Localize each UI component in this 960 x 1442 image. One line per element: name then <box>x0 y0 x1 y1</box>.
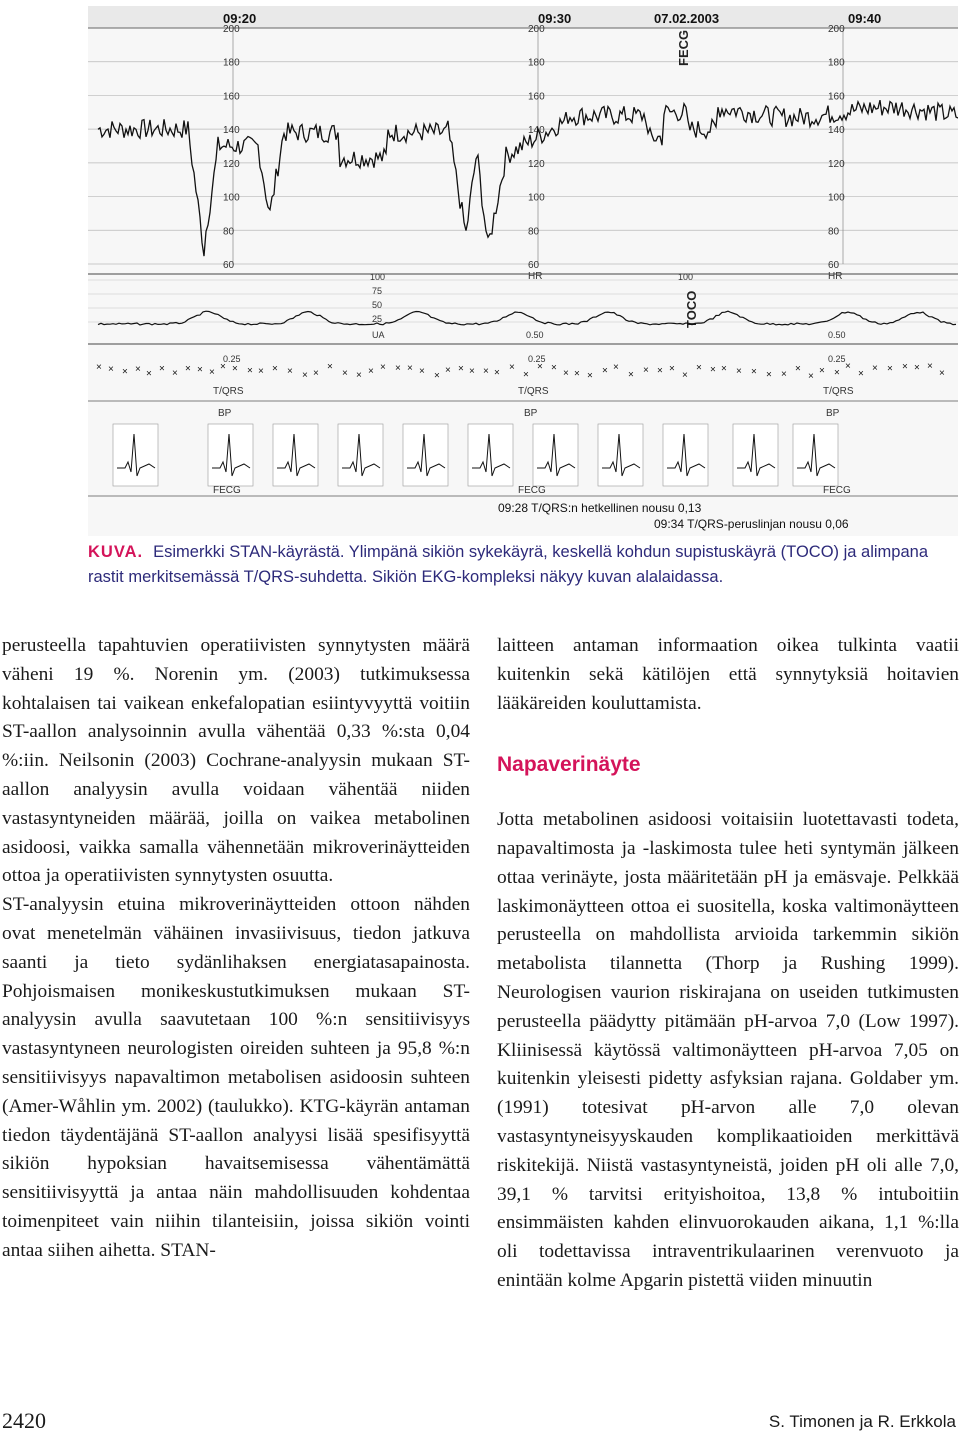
toco-label-100: 100 <box>370 272 386 282</box>
tqrs-unit-label-3: T/QRS <box>823 386 854 397</box>
tqrs-mark: × <box>587 370 593 382</box>
fhr-tick-label: 140 <box>223 125 240 137</box>
right-paragraph-2: Jotta metabolinen asidoosi voitaisiin luotettavasti todeta, napavaltimosta ja -laskimosta tulee heti syntymän jälkeen ottaa verinäyte, josta määritetään pH ja emäsvaje. Pelkkää laskimonäytteen ottoa ei suositella, koska valtimonäytteen perusteella on mahdollista arvioida tarkemmin sikiön metabolista tilannetta (Thorp ja Rushing 1999). Neurologisen vaurion riskirajana on useiden tutkimusten perusteella päädytty pitämään pH-arvoa 7,0 (Low 1997). Kliinisessä käytössä valtimonäytteen pH-arvoa 7,05 on kuitenkin yleisesti pidetty asfyksian rajana. Goldaber ym. (1991) totesivat pH-arvon alle 7,0 olevan vastasyntyneisyyskauden komplikaatioiden merkittävä riskitekijä. Niistä vastasyntyneistä, joiden pH oli alle 7,0, 39,1 % tarvitsi erityishoitoa, 13,8 % intuboitiin ensimmäisten kahden elinvuorokauden aikana, 1,1 %:lla oli todettavissa intraventrikulaarinen verenvuoto ja enintään kolme Apgarin pistettä viiden minuutin <box>497 809 959 1291</box>
time-label-3: 09:40 <box>848 11 882 26</box>
tqrs-mark: × <box>272 363 278 375</box>
fecg-vertical-label: FECG <box>676 29 691 66</box>
toco-label-50: 50 <box>372 300 383 310</box>
tqrs-mark: × <box>96 362 102 373</box>
tqrs-mark: × <box>939 368 945 379</box>
fhr-tick-label: 180 <box>223 57 240 69</box>
tqrs-unit-label-1: T/QRS <box>213 386 244 397</box>
fhr-tick-label: 160 <box>828 91 845 103</box>
tqrs-mark: × <box>858 368 864 380</box>
fhr-tick-label: 100 <box>828 192 845 204</box>
fhr-tick-label: 80 <box>223 226 235 238</box>
section-heading: Napaverinäyte <box>497 753 641 777</box>
tqrs-mark: × <box>356 370 362 382</box>
toco-trace <box>98 311 956 325</box>
tqrs-mark: × <box>657 365 663 377</box>
page-number: 2420 <box>2 1408 46 1433</box>
ecg-complex <box>598 424 643 486</box>
tqrs-mark: × <box>368 366 374 378</box>
toco-label-100-right: 100 <box>678 272 694 282</box>
fecg-label-3: FECG <box>823 485 851 496</box>
tqrs-mark: × <box>751 366 757 378</box>
fhr-tick-label: 60 <box>528 260 540 271</box>
ecg-complex <box>403 424 448 486</box>
figure-annotation-2: 09:34 T/QRS-peruslinjan nousu 0,06 <box>654 517 849 531</box>
tqrs-mark: × <box>342 367 348 379</box>
ecg-complex <box>663 424 708 486</box>
time-label-2: 09:30 <box>538 11 572 26</box>
left-paragraph-1: perusteella tapahtuvien operatiivisten synnytysten määrä väheni 19 %. Norenin ym. (2003) tutkimuksessa kohtalaisen tai vaikean enkefalopatian esiintyvyyttä voitiin ST-aallon analysoinnin avulla vähentää 0,33 %:sta 0,04 %:iin. Neilsonin (2003) Cochrane-analyysin mukaan ST-aallon analyysin avulla voidaan vähentää niiden vastasyntyneiden määrää, joilla on vaikea metabolinen asidoosi, vaikka samalla vähennetään mikroverinäytteiden ottoa ja operatiivisten synnytysten osuutta. <box>2 635 470 887</box>
tqrs-label-025-1: 0.25 <box>223 354 241 364</box>
fhr-tick-label: 140 <box>828 125 845 137</box>
hr-unit-label-2: HR <box>828 271 843 282</box>
tqrs-mark: × <box>834 367 840 379</box>
bp-label-1: BP <box>218 408 232 419</box>
tqrs-mark: × <box>927 361 933 373</box>
fhr-tick-label: 60 <box>828 260 840 271</box>
tqrs-mark: × <box>721 363 727 375</box>
tqrs-label-050: 0.50 <box>526 330 544 340</box>
tqrs-mark: × <box>108 363 114 375</box>
tqrs-mark: × <box>563 367 569 379</box>
fhr-tick-label: 180 <box>828 57 845 69</box>
tqrs-mark: × <box>197 364 203 376</box>
fhr-tick-label: 80 <box>528 226 540 238</box>
fhr-tick-label: 200 <box>528 24 545 35</box>
tqrs-mark: × <box>808 370 814 382</box>
fhr-tick-label: 160 <box>223 91 240 103</box>
fhr-tick-label: 120 <box>828 158 845 170</box>
tqrs-mark: × <box>172 367 178 379</box>
ecg-complex <box>533 424 578 486</box>
tqrs-mark: × <box>287 365 293 377</box>
tqrs-mark: × <box>313 368 319 380</box>
tqrs-mark: × <box>494 367 500 379</box>
tqrs-mark: × <box>434 370 440 382</box>
tqrs-mark: × <box>682 369 688 381</box>
ua-unit-label: UA <box>372 330 385 340</box>
tqrs-mark: × <box>380 362 386 373</box>
fhr-tick-label: 100 <box>528 192 545 204</box>
caption-text: Esimerkki STAN-käyrästä. Ylimpänä sikiön sykekäyrä, keskellä kohdun supistuskäyrä (TOCO) ja alimpana rastit merkitsemässä T/QRS-suhdetta. Sikiön EKG-kompleksi näkyy kuvan alalaidassa. <box>88 543 928 586</box>
tqrs-unit-label-2: T/QRS <box>518 386 549 397</box>
fhr-tick-label: 200 <box>828 24 845 35</box>
right-column <box>497 632 959 1296</box>
tqrs-mark: × <box>887 363 893 375</box>
tqrs-mark: × <box>795 363 801 375</box>
tqrs-mark: × <box>710 364 716 376</box>
tqrs-mark: × <box>185 363 191 375</box>
fhr-tick-label: 100 <box>223 192 240 204</box>
fhr-tick-label: 200 <box>223 24 240 35</box>
tqrs-mark: × <box>258 365 264 377</box>
right-paragraph-1: laitteen antaman informaation oikea tulkinta vaatii kuitenkin sekä kätilöjen että synnytyksiä hoitavien lääkäreiden kouluttamista. <box>497 635 959 714</box>
fhr-tick-label: 120 <box>223 158 240 170</box>
figure-annotation-1: 09:28 T/QRS:n hetkellinen nousu 0,13 <box>498 501 702 515</box>
tqrs-mark: × <box>613 362 619 373</box>
tqrs-label-025-2: 0.25 <box>528 354 546 364</box>
authors: S. Timonen ja R. Erkkola <box>768 1412 956 1431</box>
bp-label-3: BP <box>826 408 840 419</box>
tqrs-mark: × <box>122 366 128 378</box>
tqrs-mark: × <box>872 362 878 374</box>
tqrs-mark: × <box>914 362 920 374</box>
hr-unit-label-1: HR <box>528 271 543 282</box>
fecg-label-1: FECG <box>213 485 241 496</box>
fhr-tick-label: 160 <box>528 91 545 103</box>
tqrs-mark: × <box>469 365 475 377</box>
tqrs-mark: × <box>736 365 742 377</box>
toco-label-25: 25 <box>372 314 383 324</box>
left-column <box>2 632 470 1266</box>
toco-label-75: 75 <box>372 286 383 296</box>
figure-caption <box>88 540 958 590</box>
tqrs-mark: × <box>232 363 238 375</box>
ecg-complex <box>273 424 318 486</box>
tqrs-mark: × <box>159 363 165 375</box>
time-label-1: 09:20 <box>223 11 257 26</box>
ecg-complex <box>338 424 383 486</box>
tqrs-mark: × <box>483 366 489 378</box>
tqrs-mark: × <box>537 361 543 373</box>
tqrs-mark: × <box>628 369 634 381</box>
toco-vertical-label: TOCO <box>684 290 699 328</box>
tqrs-mark: × <box>845 361 851 373</box>
tqrs-mark: × <box>696 362 702 374</box>
tqrs-mark: × <box>247 365 253 377</box>
tqrs-mark: × <box>902 361 908 373</box>
stan-figure <box>88 6 958 536</box>
bp-label-2: BP <box>524 408 538 419</box>
tqrs-mark: × <box>551 362 557 374</box>
date-label: 07.02.2003 <box>654 11 720 26</box>
tqrs-mark: × <box>407 363 413 374</box>
tqrs-mark: × <box>781 369 787 381</box>
fhr-tick-label: 180 <box>528 57 545 69</box>
fhr-tick-label: 120 <box>528 158 545 170</box>
fecg-label-2: FECG <box>518 485 546 496</box>
tqrs-label-050-right: 0.50 <box>828 330 846 340</box>
tqrs-mark: × <box>220 361 226 373</box>
ecg-complex <box>113 424 158 486</box>
tqrs-label-025-3: 0.25 <box>828 354 846 364</box>
ecg-complex <box>468 424 513 486</box>
tqrs-mark: × <box>458 363 464 375</box>
tqrs-mark: × <box>574 368 580 380</box>
fhr-tick-label: 60 <box>223 260 235 271</box>
tqrs-mark: × <box>445 365 451 377</box>
tqrs-mark: × <box>327 361 333 373</box>
fhr-tick-label: 80 <box>828 226 840 238</box>
tqrs-mark: × <box>643 364 649 376</box>
ecg-complex <box>793 424 838 486</box>
tqrs-mark: × <box>819 365 825 377</box>
tqrs-mark: × <box>135 363 141 375</box>
ecg-complex <box>733 424 778 486</box>
tqrs-mark: × <box>669 363 675 375</box>
fhr-tick-label: 140 <box>528 125 545 137</box>
tqrs-mark: × <box>766 369 772 381</box>
tqrs-mark: × <box>209 367 215 379</box>
tqrs-mark: × <box>302 370 308 382</box>
tqrs-mark: × <box>395 363 401 375</box>
tqrs-mark: × <box>146 368 152 380</box>
tqrs-mark: × <box>602 365 608 377</box>
tqrs-mark: × <box>419 366 425 378</box>
ecg-complex <box>208 424 253 486</box>
tqrs-mark: × <box>523 369 529 381</box>
tqrs-mark: × <box>509 361 515 373</box>
caption-label: KUVA. <box>88 543 144 561</box>
left-paragraph-2: ST-analyysin etuina mikroverinäytteiden ottoon nähden ovat menetelmän vähäinen invasiivisuus, tiedon jatkuva saanti ja tieto sydänlihaksen energiatasapainosta. Pohjoismaisen monikeskustutkimuksen mukaan ST-analyysin avulla saavutetaan 100 %:n sensitiivisyys vastasyntyneen neurologisten oireiden suhteen ja 95,8 %:n sensitiivisyys napavaltimon metabolisen asidoosin suhteen (Amer-Wåhlin ym. 2002) (taulukko). KTG-käyrän antaman tiedon täydentäjänä ST-aallon analyysi lisää spesifisyyttä sikiön hypoksian havaitsemisessa vähentämättä sensitiivisyyttä ja antaa näin mahdollisuuden kohdentaa toimenpiteet vain niihin tilanteisiin, joissa sikiön vointi antaa siihen aihetta. STAN- <box>2 894 470 1261</box>
